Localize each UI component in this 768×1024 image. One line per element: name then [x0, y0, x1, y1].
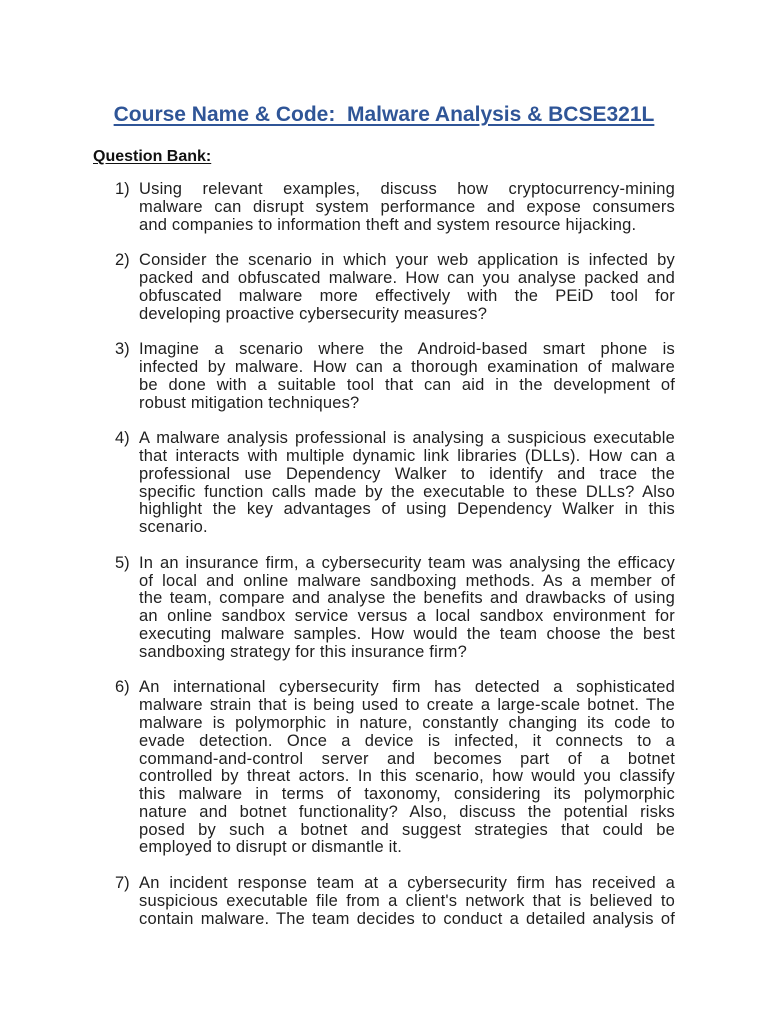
question-line: and companies to information theft and system resource hijacking. [139, 215, 637, 234]
question-line: executing malware samples. How would the team choose the best [139, 624, 675, 643]
question-line: professional use Dependency Walker to identify and trace the [139, 464, 675, 483]
question-line: packed and obfuscated malware. How can you analyse packed and [139, 268, 675, 287]
question-line: that interacts with multiple dynamic link libraries (DLLs). How can a [139, 446, 675, 465]
question-line: this malware in terms of taxonomy, considering its polymorphic [139, 785, 675, 804]
question-line: robust mitigation techniques? [139, 393, 360, 412]
question-line: highlight the key advantages of using Dependency Walker in this [139, 500, 675, 519]
question-item [115, 252, 675, 323]
question-line: Imagine a scenario where the Android-based smart phone is [139, 340, 675, 359]
question-text [139, 341, 675, 412]
question-list [115, 181, 675, 946]
question-line: obfuscated malware more effectively with the PEiD tool for [139, 286, 675, 305]
question-text [139, 430, 675, 537]
question-line: an online sandbox service versus a local sandbox environment for [139, 607, 675, 626]
question-line: posed by such a botnet and suggest strategies that could be [139, 820, 675, 839]
course-title: Course Name & Code: Malware Analysis & BCSE321L [113, 103, 655, 126]
question-number: 6) [115, 678, 130, 697]
question-item [115, 181, 675, 234]
question-line: of local and online malware sandboxing methods. As a member of [139, 571, 675, 590]
question-line: An international cybersecurity firm has detected a sophisticated [139, 678, 675, 697]
question-line: contain malware. The team decides to conduct a detailed analysis of [139, 909, 675, 928]
question-item [115, 555, 675, 662]
question-number: 7) [115, 874, 130, 893]
question-line: Using relevant examples, discuss how cryptocurrency-mining [139, 180, 675, 198]
question-line: controlled by threat actors. In this scenario, how would you classify [139, 767, 675, 786]
question-line: be done with a suitable tool that can aid in the development of [139, 375, 675, 394]
question-text [139, 252, 675, 323]
question-number: 5) [115, 553, 130, 572]
question-line: An incident response team at a cybersecurity firm has received a [139, 874, 675, 893]
question-line: suspicious executable file from a client's network that is believed to [139, 891, 675, 910]
question-item [115, 430, 675, 537]
question-number: 1) [115, 180, 130, 198]
question-line: the team, compare and analyse the benefits and drawbacks of using [139, 589, 675, 608]
question-line: employed to disrupt or dismantle it. [139, 838, 403, 857]
question-line: sandboxing strategy for this insurance firm? [139, 642, 467, 661]
question-line: evade detection. Once a device is infected, it connects to a [139, 731, 675, 750]
question-line: Consider the scenario in which your web application is infected by [139, 251, 675, 270]
question-line: specific function calls made by the executable to these DLLs? Also [139, 482, 675, 501]
question-line: malware can disrupt system performance and expose consumers [139, 197, 675, 216]
question-text [139, 875, 675, 928]
question-item [115, 341, 675, 412]
question-number: 2) [115, 251, 130, 270]
question-line: malware is polymorphic in nature, constantly changing its code to [139, 713, 675, 732]
question-line: malware strain that is being used to create a large-scale botnet. The [139, 696, 675, 715]
question-number: 3) [115, 340, 130, 359]
question-number: 4) [115, 429, 130, 448]
question-line: nature and botnet functionality? Also, discuss the potential risks [139, 802, 675, 821]
question-line: command-and-control server and becomes part of a botnet [139, 749, 675, 768]
question-line: A malware analysis professional is analysing a suspicious executable [139, 429, 675, 448]
question-line: In an insurance firm, a cybersecurity team was analysing the efficacy [139, 553, 675, 572]
question-item [115, 679, 675, 857]
question-text [139, 181, 675, 234]
question-bank-heading: Question Bank: [93, 148, 212, 165]
question-line: scenario. [139, 518, 208, 537]
question-line: infected by malware. How can a thorough examination of malware [139, 357, 675, 376]
question-text [139, 555, 675, 662]
question-text [139, 679, 675, 857]
question-line: developing proactive cybersecurity measures? [139, 304, 488, 323]
question-item [115, 875, 675, 928]
